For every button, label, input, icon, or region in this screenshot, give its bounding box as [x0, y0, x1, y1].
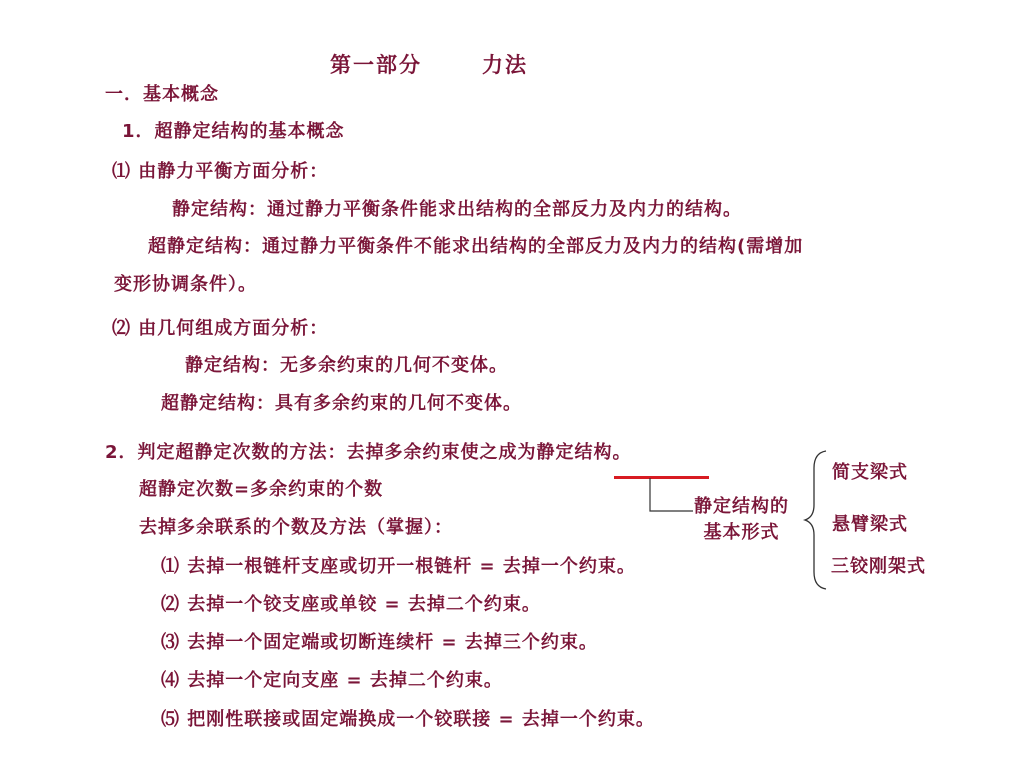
subsection-1-heading: 1．超静定结构的基本概念: [122, 121, 345, 142]
title-topic: 力法: [482, 53, 528, 77]
static-determinate-definition: 静定结构：通过静力平衡条件能求出结构的全部反力及内力的结构。: [172, 199, 742, 220]
indeterminacy-degree-definition: 超静定次数=多余约束的个数: [139, 479, 384, 500]
basic-form-item: 简支梁式: [832, 462, 908, 483]
method-item: ⑶ 去掉一个固定端或切断连续杆 = 去掉三个约束。: [161, 632, 598, 653]
curly-brace: [805, 451, 826, 589]
basic-forms-label-line1: 静定结构的: [694, 496, 789, 517]
method-item: ⑷ 去掉一个定向支座 = 去掉二个约束。: [161, 670, 503, 691]
method-item: ⑵ 去掉一个铰支座或单铰 = 去掉二个约束。: [161, 594, 541, 615]
section-1-heading: 一．基本概念: [105, 84, 219, 105]
method-item: ⑴ 去掉一根链杆支座或切开一根链杆 = 去掉一个约束。: [161, 556, 636, 577]
page-title: [330, 53, 528, 77]
static-indeterminate-definition-line2: 变形协调条件）。: [114, 274, 257, 295]
basic-form-item: 三铰刚架式: [831, 556, 926, 577]
accent-underline: [614, 476, 709, 479]
geometric-analysis-heading: ⑵ 由几何组成方面分析：: [112, 318, 329, 339]
geometric-determinate-definition: 静定结构：无多余约束的几何不变体。: [185, 355, 508, 376]
static-analysis-heading: ⑴ 由静力平衡方面分析：: [112, 161, 329, 182]
geometric-indeterminate-definition: 超静定结构：具有多余约束的几何不变体。: [161, 393, 522, 414]
section-2-heading: 2．判定超静定次数的方法：去掉多余约束使之成为静定结构。: [105, 442, 632, 463]
connector-line: [650, 478, 693, 511]
basic-form-item: 悬臂梁式: [832, 514, 908, 535]
basic-forms-label: [694, 494, 789, 546]
method-item: ⑸ 把刚性联接或固定端换成一个铰联接 = 去掉一个约束。: [161, 709, 655, 730]
static-indeterminate-definition-line1: 超静定结构：通过静力平衡条件不能求出结构的全部反力及内力的结构(需增加: [148, 236, 804, 257]
methods-heading: 去掉多余联系的个数及方法（掌握）：: [139, 517, 453, 538]
basic-forms-label-line2: 基本形式: [703, 522, 780, 543]
title-part: 第一部分: [330, 53, 422, 77]
